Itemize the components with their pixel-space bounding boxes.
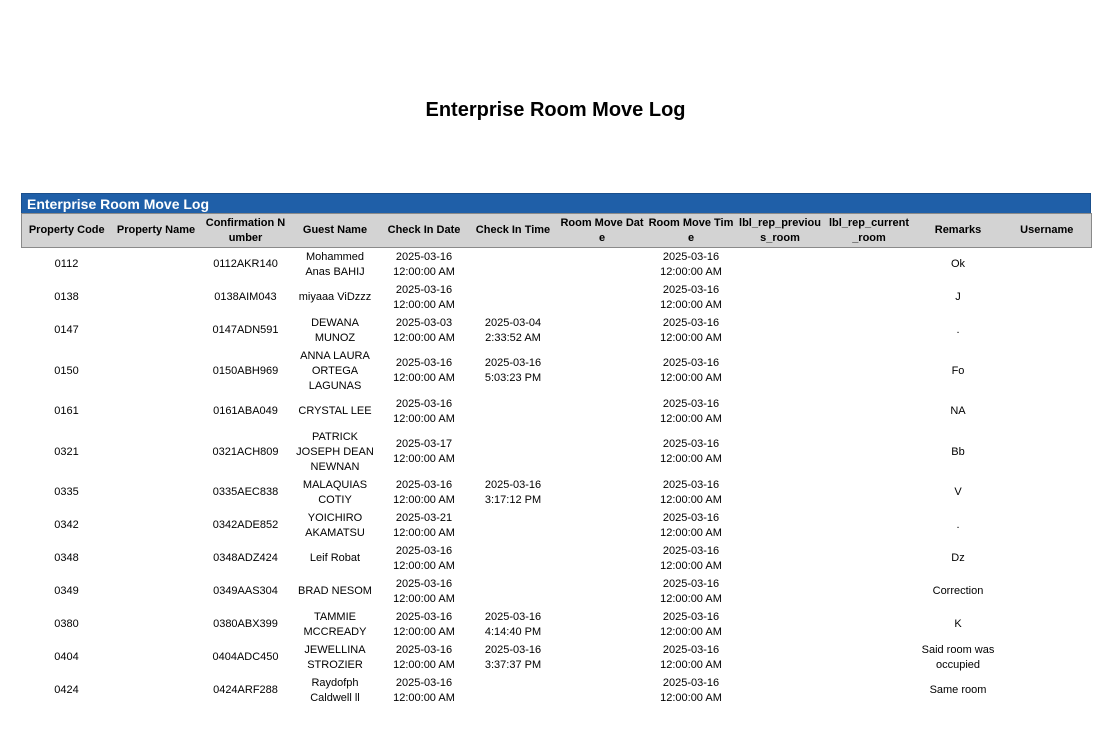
column-header-remarks[interactable]: Remarks xyxy=(914,214,1003,248)
cell-guest-name: YOICHIRO AKAMATSU xyxy=(305,511,365,539)
cell-check-in-date: 2025-03-16 12:00:00 AM xyxy=(393,643,455,671)
cell-check-in-date: 2025-03-17 12:00:00 AM xyxy=(393,438,455,465)
cell-previous-room xyxy=(736,542,825,575)
cell-check-in-time xyxy=(469,248,558,282)
cell-previous-room xyxy=(736,575,825,608)
cell-guest-name: PATRICK JOSEPH DEAN NEWNAN xyxy=(296,430,374,473)
cell-room-move-date xyxy=(558,395,647,428)
cell-remarks: Same room xyxy=(929,684,987,696)
cell-previous-room xyxy=(736,641,825,674)
cell-room-move-date xyxy=(558,608,647,641)
cell-username xyxy=(1003,314,1092,347)
cell-check-in-date: 2025-03-16 12:00:00 AM xyxy=(393,357,455,384)
cell-username xyxy=(1003,641,1092,674)
table-row xyxy=(22,314,1092,347)
cell-remarks: NA xyxy=(950,405,966,417)
cell-property-name xyxy=(112,509,201,542)
cell-current-room xyxy=(825,674,914,707)
room-move-report xyxy=(21,193,1091,707)
cell-property-name xyxy=(112,674,201,707)
cell-username xyxy=(1003,608,1092,641)
cell-remarks: V xyxy=(954,486,962,498)
cell-current-room xyxy=(825,428,914,476)
cell-room-move-time: 2025-03-16 12:00:00 AM xyxy=(660,643,722,671)
cell-current-room xyxy=(825,509,914,542)
cell-check-in-date: 2025-03-03 12:00:00 AM xyxy=(393,316,455,344)
cell-guest-name: DEWANA MUNOZ xyxy=(311,316,359,344)
cell-confirmation-number: 0147ADN591 xyxy=(212,324,279,336)
cell-previous-room xyxy=(736,248,825,282)
cell-property-name xyxy=(112,428,201,476)
cell-previous-room xyxy=(736,314,825,347)
cell-remarks: Bb xyxy=(951,445,965,458)
cell-previous-room xyxy=(736,395,825,428)
cell-check-in-time xyxy=(469,428,558,476)
cell-remarks: Correction xyxy=(932,585,984,597)
cell-property-code: 0348 xyxy=(54,552,79,564)
cell-room-move-date xyxy=(558,347,647,395)
column-header-property-code[interactable]: Property Code xyxy=(22,214,112,248)
cell-check-in-date: 2025-03-16 12:00:00 AM xyxy=(393,397,455,425)
cell-guest-name: Raydofph Caldwell ll xyxy=(310,676,360,704)
cell-property-name xyxy=(112,395,201,428)
cell-room-move-date xyxy=(558,641,647,674)
cell-remarks: K xyxy=(954,618,962,630)
table-row xyxy=(22,476,1092,509)
cell-room-move-date xyxy=(558,575,647,608)
column-header-username[interactable]: Username xyxy=(1003,214,1092,248)
cell-current-room xyxy=(825,575,914,608)
cell-room-move-time: 2025-03-16 12:00:00 AM xyxy=(660,438,722,465)
cell-guest-name: ANNA LAURA ORTEGA LAGUNAS xyxy=(300,349,370,392)
cell-check-in-time xyxy=(469,542,558,575)
cell-room-move-time: 2025-03-16 12:00:00 AM xyxy=(660,250,722,278)
cell-username xyxy=(1003,395,1092,428)
cell-confirmation-number: 0404ADC450 xyxy=(212,651,279,663)
cell-check-in-time xyxy=(469,395,558,428)
cell-check-in-time xyxy=(469,575,558,608)
cell-property-code: 0150 xyxy=(54,364,79,377)
cell-username xyxy=(1003,509,1092,542)
table-row xyxy=(22,395,1092,428)
cell-check-in-date: 2025-03-16 12:00:00 AM xyxy=(393,478,455,506)
cell-room-move-time: 2025-03-16 12:00:00 AM xyxy=(660,357,722,384)
cell-check-in-date: 2025-03-16 12:00:00 AM xyxy=(393,610,455,638)
cell-check-in-date: 2025-03-16 12:00:00 AM xyxy=(393,283,455,311)
cell-confirmation-number: 0112AKR140 xyxy=(213,258,278,270)
cell-remarks: Dz xyxy=(951,552,965,564)
cell-username xyxy=(1003,281,1092,314)
cell-guest-name: Leif Robat xyxy=(309,552,361,564)
cell-previous-room xyxy=(736,428,825,476)
cell-property-name xyxy=(112,608,201,641)
cell-property-name xyxy=(112,641,201,674)
column-header-previous-room[interactable]: lbl_rep_previous_room xyxy=(736,214,825,248)
cell-remarks: J xyxy=(955,291,961,303)
cell-username xyxy=(1003,542,1092,575)
cell-property-code: 0404 xyxy=(54,651,79,663)
cell-current-room xyxy=(825,542,914,575)
page-title: Enterprise Room Move Log xyxy=(425,99,686,121)
cell-check-in-date: 2025-03-21 12:00:00 AM xyxy=(393,511,455,539)
cell-previous-room xyxy=(736,347,825,395)
cell-room-move-time: 2025-03-16 12:00:00 AM xyxy=(660,544,722,572)
cell-room-move-date xyxy=(558,674,647,707)
cell-check-in-time xyxy=(469,674,558,707)
cell-confirmation-number: 0348ADZ424 xyxy=(213,552,278,564)
cell-room-move-time: 2025-03-16 12:00:00 AM xyxy=(660,478,722,506)
cell-confirmation-number: 0342ADE852 xyxy=(212,519,279,531)
table-row xyxy=(22,347,1092,395)
column-header-guest-name[interactable]: Guest Name xyxy=(291,214,380,248)
cell-remarks: Ok xyxy=(950,258,966,270)
cell-property-code: 0147 xyxy=(54,324,79,336)
cell-check-in-time: 2025-03-16 3:37:37 PM xyxy=(484,643,542,671)
cell-previous-room xyxy=(736,509,825,542)
cell-property-name xyxy=(112,476,201,509)
cell-check-in-time: 2025-03-04 2:33:52 AM xyxy=(484,316,542,344)
cell-current-room xyxy=(825,281,914,314)
table-row xyxy=(22,509,1092,542)
cell-username xyxy=(1003,347,1092,395)
table-row xyxy=(22,608,1092,641)
cell-confirmation-number: 0349AAS304 xyxy=(213,585,278,597)
cell-current-room xyxy=(825,641,914,674)
cell-confirmation-number: 0335AEC838 xyxy=(212,486,279,498)
cell-guest-name: TAMMIE MCCREADY xyxy=(303,610,367,638)
cell-check-in-date: 2025-03-16 12:00:00 AM xyxy=(393,676,455,704)
cell-property-code: 0342 xyxy=(54,519,79,531)
cell-property-code: 0349 xyxy=(54,585,79,597)
cell-property-code: 0112 xyxy=(54,258,79,270)
cell-room-move-date xyxy=(558,476,647,509)
cell-property-code: 0424 xyxy=(54,684,79,696)
room-move-table-body xyxy=(22,248,1092,708)
cell-check-in-time: 2025-03-16 4:14:40 PM xyxy=(484,610,542,638)
cell-room-move-date xyxy=(558,314,647,347)
cell-property-name xyxy=(112,281,201,314)
cell-property-name xyxy=(112,314,201,347)
cell-username xyxy=(1003,476,1092,509)
column-header-property-name[interactable]: Property Name xyxy=(112,214,201,248)
cell-check-in-date: 2025-03-16 12:00:00 AM xyxy=(393,577,455,605)
cell-room-move-time: 2025-03-16 12:00:00 AM xyxy=(660,577,722,605)
table-row xyxy=(22,281,1092,314)
cell-property-name xyxy=(112,347,201,395)
cell-remarks: . xyxy=(956,519,960,531)
table-row xyxy=(22,428,1092,476)
cell-property-code: 0321 xyxy=(54,445,79,458)
table-row xyxy=(22,674,1092,707)
cell-guest-name: Mohammed Anas BAHIJ xyxy=(305,250,365,278)
cell-property-code: 0380 xyxy=(54,618,79,630)
cell-room-move-time: 2025-03-16 12:00:00 AM xyxy=(660,397,722,425)
column-header-room-move-date[interactable]: Room Move Date xyxy=(558,214,647,248)
column-header-confirmation-number[interactable]: Confirmation Number xyxy=(201,214,291,248)
table-row xyxy=(22,248,1092,282)
cell-property-name xyxy=(112,542,201,575)
cell-check-in-date: 2025-03-16 12:00:00 AM xyxy=(393,544,455,572)
table-row xyxy=(22,575,1092,608)
cell-guest-name: JEWELLINA STROZIER xyxy=(304,643,366,671)
column-header-current-room[interactable]: lbl_rep_current_room xyxy=(825,214,914,248)
cell-room-move-time: 2025-03-16 12:00:00 AM xyxy=(660,610,722,638)
cell-room-move-date xyxy=(558,428,647,476)
room-move-table xyxy=(21,213,1092,707)
cell-remarks: Said room was occupied xyxy=(921,643,995,671)
cell-room-move-date xyxy=(558,542,647,575)
cell-username xyxy=(1003,428,1092,476)
cell-guest-name: BRAD NESOM xyxy=(298,585,372,597)
cell-current-room xyxy=(825,608,914,641)
cell-current-room xyxy=(825,314,914,347)
cell-remarks: . xyxy=(956,324,960,336)
cell-current-room xyxy=(825,248,914,282)
cell-room-move-date xyxy=(558,509,647,542)
cell-guest-name: MALAQUIAS COTIY xyxy=(302,478,368,506)
cell-guest-name: miyaaa ViDzzz xyxy=(298,291,372,303)
cell-remarks: Fo xyxy=(951,364,965,377)
cell-confirmation-number: 0424ARF288 xyxy=(213,684,278,696)
cell-previous-room xyxy=(736,281,825,314)
cell-username xyxy=(1003,674,1092,707)
cell-confirmation-number: 0380ABX399 xyxy=(213,618,278,630)
column-header-check-in-date[interactable]: Check In Date xyxy=(380,214,469,248)
cell-confirmation-number: 0150ABH969 xyxy=(212,364,279,377)
cell-room-move-date xyxy=(558,248,647,282)
cell-username xyxy=(1003,248,1092,282)
cell-room-move-time: 2025-03-16 12:00:00 AM xyxy=(660,316,722,344)
cell-guest-name: CRYSTAL LEE xyxy=(298,405,372,417)
cell-previous-room xyxy=(736,476,825,509)
cell-room-move-time: 2025-03-16 12:00:00 AM xyxy=(660,676,722,704)
cell-property-code: 0335 xyxy=(54,486,79,498)
cell-confirmation-number: 0321ACH809 xyxy=(212,445,279,458)
cell-check-in-time xyxy=(469,281,558,314)
cell-check-in-date: 2025-03-16 12:00:00 AM xyxy=(393,250,455,278)
column-header-check-in-time[interactable]: Check In Time xyxy=(469,214,558,248)
cell-property-name xyxy=(112,575,201,608)
cell-check-in-time: 2025-03-16 3:17:12 PM xyxy=(484,478,542,506)
cell-current-room xyxy=(825,347,914,395)
cell-current-room xyxy=(825,476,914,509)
cell-previous-room xyxy=(736,608,825,641)
column-header-room-move-time[interactable]: Room Move Time xyxy=(647,214,736,248)
table-row xyxy=(22,641,1092,674)
report-section-header: Enterprise Room Move Log xyxy=(21,193,1091,213)
cell-check-in-time xyxy=(469,509,558,542)
cell-property-code: 0138 xyxy=(54,291,79,303)
cell-room-move-date xyxy=(558,281,647,314)
cell-current-room xyxy=(825,395,914,428)
cell-room-move-time: 2025-03-16 12:00:00 AM xyxy=(660,283,722,311)
header-row xyxy=(22,214,1092,248)
cell-previous-room xyxy=(736,674,825,707)
table-row xyxy=(22,542,1092,575)
cell-property-name xyxy=(112,248,201,282)
cell-property-code: 0161 xyxy=(54,405,79,417)
cell-confirmation-number: 0138AIM043 xyxy=(214,291,277,303)
cell-room-move-time: 2025-03-16 12:00:00 AM xyxy=(660,511,722,539)
cell-confirmation-number: 0161ABA049 xyxy=(213,405,278,417)
cell-username xyxy=(1003,575,1092,608)
cell-check-in-time: 2025-03-16 5:03:23 PM xyxy=(484,357,542,384)
